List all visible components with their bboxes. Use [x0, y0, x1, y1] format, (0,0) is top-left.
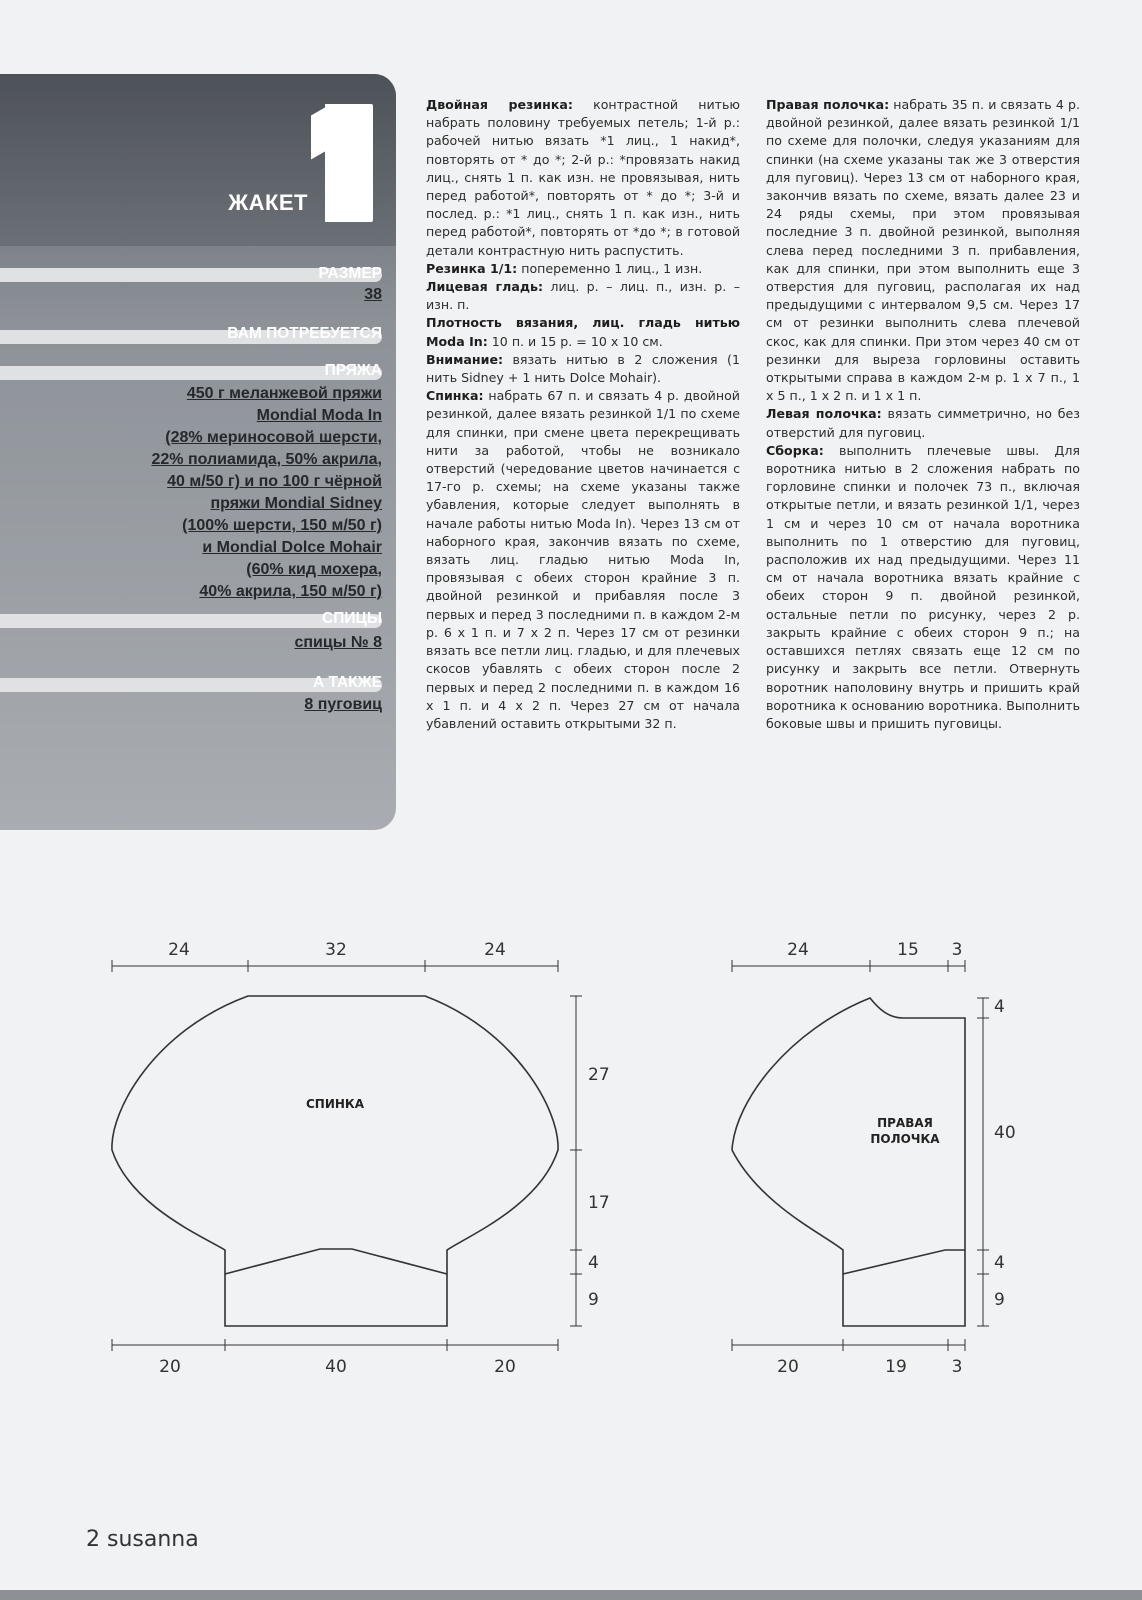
paragraph-double-rib: Двойная резинка: контрастной нитью набрать половину требуемых петель; 1-й р.: рабочей нитью вязать *1 лиц., 1 накид*, повторять от * до *; 2-й р.: *провязать накид лиц., снять 1 п. как изн. не провязывая, нить перед работой*, повторять от * до *; 3-й и послед. р.: *1 лиц., снять 1 п. как изн., нить перед работой*, повторять от *до *; в готовой детали контрастную нить распустить. [426, 97, 740, 258]
back-top-dim-1: 24 [168, 940, 190, 960]
yarn-line: 450 г меланжевой пряжи [186, 385, 382, 402]
paragraph-rib: Резинка 1/1: попеременно 1 лиц., 1 изн. [426, 260, 703, 276]
back-bottom-dim-2: 40 [325, 1357, 347, 1377]
size-value: 38 [364, 286, 382, 303]
paragraph-gauge: Плотность вязания, лиц. гладь нитью Moda In: 10 п. и 15 р. = 10 x 10 см. [426, 315, 740, 349]
front-top-dim-1: 24 [787, 940, 809, 960]
yarn-line: 22% полиамида, 50% акрила, [151, 451, 382, 468]
front-right-dim-4: 9 [994, 1290, 1005, 1310]
back-right-dim-3: 4 [588, 1253, 599, 1273]
front-rib-line [843, 1250, 965, 1274]
front-outline [732, 998, 965, 1326]
page-title: ЖАКЕТ [228, 190, 308, 215]
paragraph-left-front: Левая полочка: вязать симметрично, но без отверстий для пуговиц. [766, 406, 1080, 440]
back-top-dim-2: 32 [325, 940, 347, 960]
needles-value: спицы № 8 [294, 634, 382, 651]
yarn-line: (100% шерсти, 150 м/50 г) [182, 517, 382, 534]
also-label: А ТАКЖЕ [313, 674, 382, 691]
also-value: 8 пуговиц [304, 696, 382, 713]
back-right-dim-4: 9 [588, 1290, 599, 1310]
back-rib-line [225, 1249, 447, 1274]
front-piece-label-line2: ПОЛОЧКА [870, 1132, 940, 1146]
front-top-dim-3: 3 [951, 940, 963, 960]
yarn-line: пряжи Mondial Sidney [210, 495, 382, 512]
front-right-dim-1: 4 [994, 997, 1005, 1017]
bottom-strip [0, 1590, 1142, 1600]
page-footer: 2 susanna [86, 1527, 199, 1552]
yarn-line: Mondial Moda In [256, 407, 382, 424]
paragraph-right-front: Правая полочка: набрать 35 п. и связать 4 р. двойной резинкой, далее вязать резинкой 1/1 по схеме для полочки, следуя указаниям для спинки (на схеме указаны так же 3 отверстия для пуговиц). Через 13 см от наборного края, закончив вязать по схеме, вязать далее 23 и 24 ряды схемы, при этом провязывая последние 3 п. двойной резинкой, выполняя слева перед последними 3 п. прибавления, как для спинки, при этом выполнить еще 3 отверстия для пуговиц, располагая их над предыдущими с интервалом 9,5 см. Через 17 см от резинки выполнить слева плечевой скос, как для спинки. При этом через 40 см от резинки для выреза горловины оставить открытыми справа в каждом 2-м р. 1 x 7 п., 1 x 5 п., 1 x 2 п. и 1 x 1 п. [766, 97, 1080, 404]
back-piece-label: СПИНКА [305, 1097, 365, 1111]
back-bottom-dim-3: 20 [494, 1357, 516, 1377]
front-right-dim-2: 40 [994, 1123, 1016, 1143]
back-outline [112, 996, 558, 1326]
paragraph-stockinette: Лицевая гладь: лиц. р. – лиц. п., изн. р. – изн. п. [426, 279, 740, 313]
yarn-line: (28% мериносовой шерсти, [165, 429, 382, 446]
front-right-dim-3: 4 [994, 1253, 1005, 1273]
front-bottom-dim-1: 20 [777, 1357, 799, 1377]
paragraph-attention: Внимание: вязать нитью в 2 сложения (1 нить Sidney + 1 нить Dolce Mohair). [426, 351, 740, 386]
yarn-line: 40 м/50 г) и по 100 г чёрной [167, 473, 382, 490]
need-label: ВАМ ПОТРЕБУЕТСЯ [227, 325, 382, 342]
back-top-dim-3: 24 [484, 940, 506, 960]
back-right-dim-1: 27 [588, 1065, 610, 1085]
front-top-dim-2: 15 [897, 940, 919, 960]
front-bottom-dim-3: 3 [951, 1357, 963, 1377]
yarn-line: и Mondial Dolce Mohair [202, 539, 382, 556]
front-piece-label-line1: ПРАВАЯ [877, 1116, 933, 1130]
front-bottom-dim-2: 19 [885, 1357, 907, 1377]
back-right-dim-2: 17 [588, 1193, 610, 1213]
size-label: РАЗМЕР [318, 265, 382, 282]
yarn-line: (60% кид мохера, [246, 561, 382, 578]
paragraph-back: Спинка: набрать 67 п. и связать 4 р. двойной резинкой, далее вязать резинкой 1/1 по схеме для спинки, при смене цвета перекрещивать нити за работой, чтобы не возникало отверстий (чередование цветов начинается с 17-го р. схемы; на схеме указаны также убавления, которые следует выполнять в начале работы нитью Moda In). Через 13 см от наборного края, закончив вязать по схеме, вязать лиц. гладью нитью Moda In, провязывая с обеих сторон крайние 3 п. двойной резинкой и прибавляя после 3 первых и перед 3 последними п. в каждом 2-м р. 6 x 1 п. и 7 x 2 п. Через 17 см от резинки вязать все петли лиц. гладью, и для плечевых скосов убавлять с обеих сторон после 2 первых и перед 2 последними п. в каждом 16 x 1 п. и 4 x 2 п. Через 27 см от начала убавлений оставить открытыми 32 п. [426, 388, 740, 731]
paragraph-assembly: Сборка: выполнить плечевые швы. Для воротника нитью в 2 сложения набрать по горловине спинки и полочек 73 п., включая открытые петли, и вязать резинкой 1/1, через 1 см и через 10 см от начала воротника выполнить по 1 отверстию для пуговиц, расположив их над предыдущими. Через 11 см от начала воротника вязать крайние с обеих сторон 9 п. двойной резинкой, остальные петли по рисунку, через 2 р. закрыть крайние с обеих сторон 9 п.; на оставшихся петлях связать еще 12 см по рисунку и закрыть все петли. Отвернуть воротник наполовину внутрь и пришить край воротника к основанию воротника. Выполнить боковые швы и пришить пуговицы. [766, 442, 1080, 731]
yarn-label: ПРЯЖА [324, 362, 382, 379]
needles-label: СПИЦЫ [322, 610, 382, 627]
yarn-line: 40% акрила, 150 м/50 г) [199, 583, 382, 600]
back-bottom-dim-1: 20 [159, 1357, 181, 1377]
